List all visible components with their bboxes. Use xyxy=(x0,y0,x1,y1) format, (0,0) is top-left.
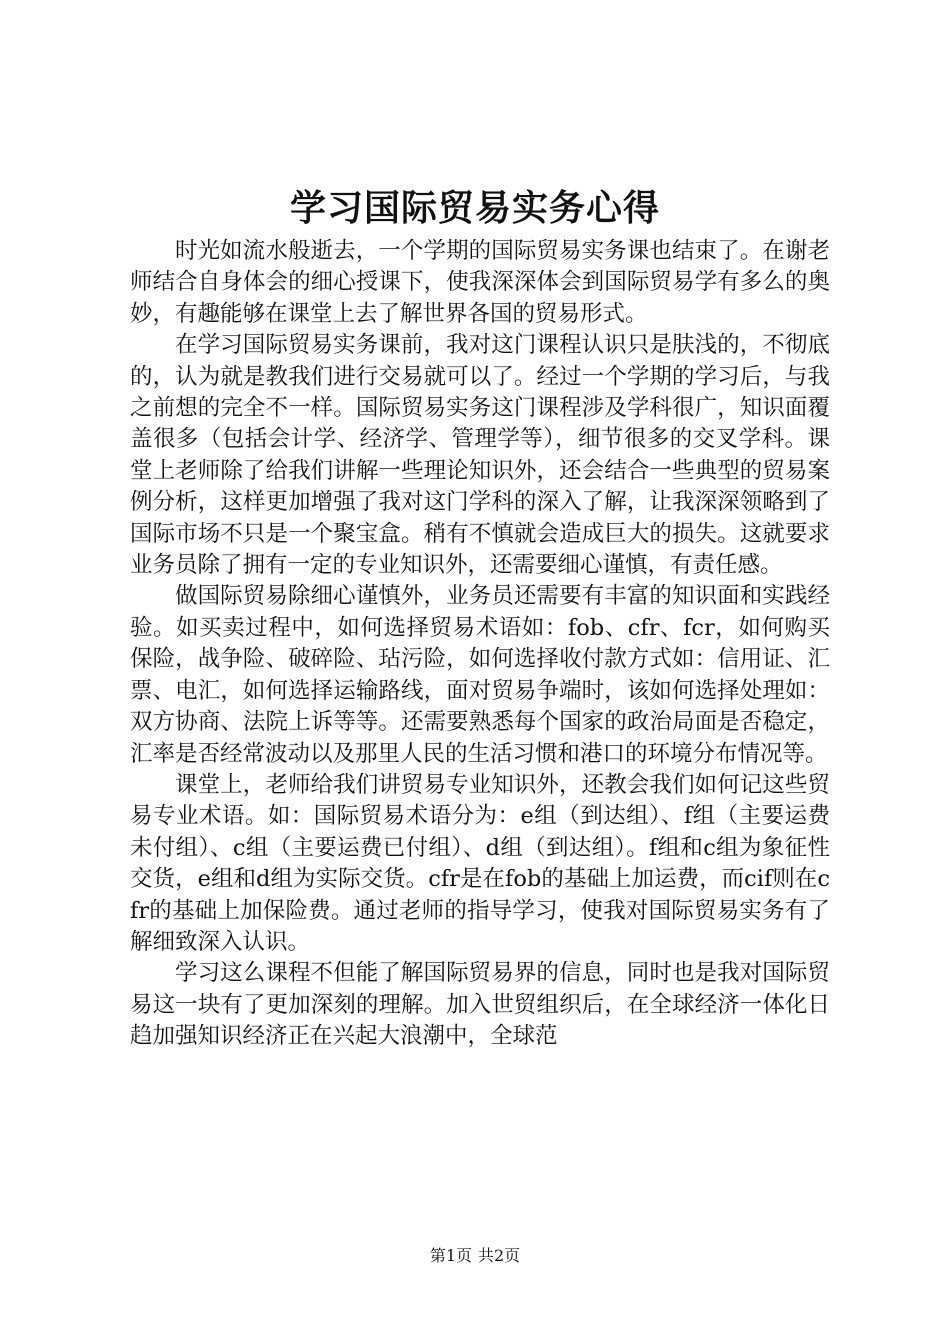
paragraph-5: 学习这么课程不但能了解国际贸易界的信息，同时也是我对国际贸易这一块有了更加深刻的理解。加入世贸组织后，在全球经济一体化日趋加强知识经济正在兴起大浪潮中，全球范 xyxy=(130,960,830,1050)
page-footer xyxy=(0,1245,950,1267)
document-body xyxy=(130,236,830,1181)
paragraph-1: 时光如流水般逝去，一个学期的国际贸易实务课也结束了。在谢老师结合自身体会的细心授课下，使我深深体会到国际贸易学有多么的奥妙，有趣能够在课堂上去了解世界各国的贸易形式。 xyxy=(130,238,830,327)
paragraph-3: 做国际贸易除细心谨慎外，业务员还需要有丰富的知识面和实践经验。如买卖过程中，如何选择贸易术语如：fob、cfr、fcr，如何购买保险，战争险、破碎险、玷污险，如何选择收付款方式如：信用证、汇票、电汇，如何选择运输路线，面对贸易争端时，该如何选择处理如：双方协商、法院上诉等等。还需要熟悉每个国家的政治局面是否稳定，汇率是否经常波动以及那里人民的生活习惯和港口的环境分布情况等。 xyxy=(130,583,830,767)
page-total: 共2页 xyxy=(478,1246,521,1265)
page-number: 第1页 xyxy=(429,1246,472,1265)
page-title: 学习国际贸易实务心得 xyxy=(289,187,660,229)
paragraph-2: 在学习国际贸易实务课前，我对这门课程认识只是肤浅的，不彻底的，认为就是教我们进行交易就可以了。经过一个学期的学习后，与我之前想的完全不一样。国际贸易实务这门课程涉及学科很广，知识面覆盖很多（包括会计学、经济学、管理学等），细节很多的交叉学科。课堂上老师除了给我们讲解一些理论知识外，还会结合一些典型的贸易案例分析，这样更加增强了我对这门学科的深入了解，让我深深领略到了国际市场不只是一个聚宝盒。稍有不慎就会造成巨大的损失。这就要求业务员除了拥有一定的专业知识外，还需要细心谨慎，有责任感。 xyxy=(130,332,830,579)
paragraph-4: 课堂上，老师给我们讲贸易专业知识外，还教会我们如何记这些贸易专业术语。如：国际贸易术语分为：e组（到达组）、f组（主要运费未付组）、c组（主要运费已付组）、d组（到达组）。f组和c组为象征性交货，e组和d组为实际交货。cfr是在fob的基础上加运费，而cif则在cfr的基础上加保险费。通过老师的指导学习，使我对国际贸易实务有了解细致深入认识。 xyxy=(130,771,830,955)
